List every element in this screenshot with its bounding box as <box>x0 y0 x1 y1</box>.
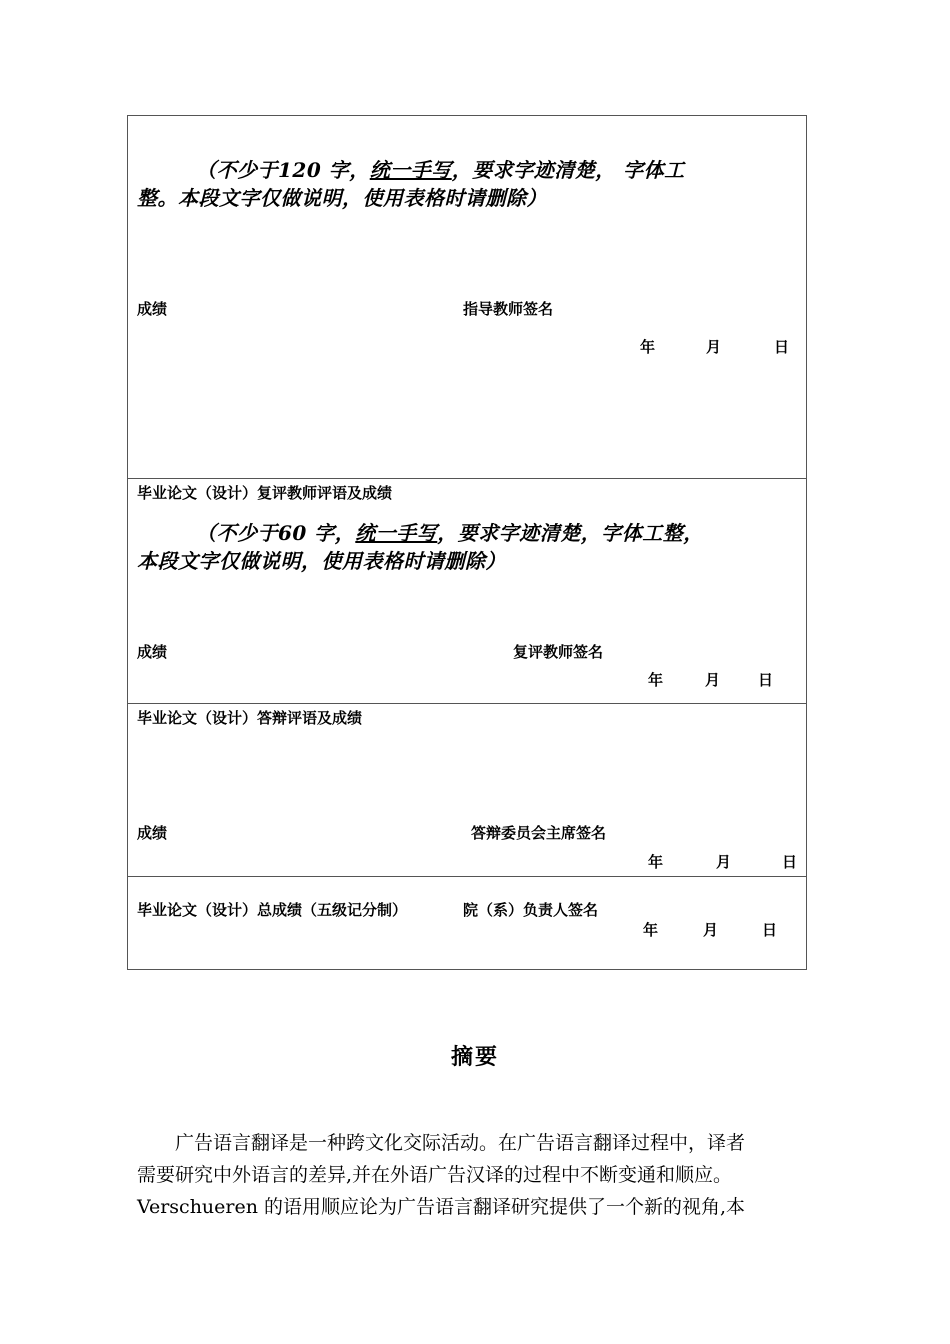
advisor-signature-label: 指导教师签名 <box>463 300 554 318</box>
total-signature-label: 院（系）负责人签名 <box>463 901 599 919</box>
reviewer-day: 日 <box>758 671 774 689</box>
advisor-note-line2: 整。本段文字仅做说明，使用表格时请删除） <box>137 186 547 210</box>
advisor-note-line1 <box>196 156 685 184</box>
advisor-note-suffix: ，要求字迹清楚， 字体工 <box>451 158 685 182</box>
reviewer-comment-section <box>128 478 806 703</box>
reviewer-grade-label: 成绩 <box>137 643 168 661</box>
reviewer-note-line1 <box>196 519 704 547</box>
total-grade-section <box>128 876 806 969</box>
abstract-body <box>137 1127 852 1223</box>
total-date <box>643 919 777 940</box>
defense-grade-label: 成绩 <box>137 824 168 842</box>
reviewer-signature-label: 复评教师签名 <box>513 643 604 661</box>
advisor-comment-section <box>128 116 806 478</box>
advisor-grade-label: 成绩 <box>137 300 168 318</box>
defense-year: 年 <box>648 853 664 871</box>
defense-comment-section <box>128 703 806 876</box>
reviewer-year: 年 <box>648 671 664 689</box>
defense-day: 日 <box>782 853 798 871</box>
defense-heading: 毕业论文（设计）答辩评语及成绩 <box>137 709 363 727</box>
abstract-line-2: 需要研究中外语言的差异,并在外语广告汉译的过程中不断变通和顺应。 <box>137 1164 733 1186</box>
reviewer-note-prefix: （不少于60 字， <box>196 521 356 545</box>
total-month: 月 <box>703 921 719 939</box>
reviewer-heading: 毕业论文（设计）复评教师评语及成绩 <box>137 484 393 502</box>
defense-month: 月 <box>716 853 732 871</box>
advisor-note-underlined: 统一手写 <box>369 158 452 182</box>
reviewer-date <box>648 669 773 690</box>
advisor-day: 日 <box>774 338 790 356</box>
evaluation-form-table <box>127 115 807 970</box>
advisor-date <box>640 336 789 357</box>
advisor-month: 月 <box>706 338 722 356</box>
reviewer-note-suffix: ，要求字迹清楚，字体工整， <box>437 521 704 545</box>
advisor-year: 年 <box>640 338 656 356</box>
total-heading: 毕业论文（设计）总成绩（五级记分制） <box>137 901 408 919</box>
total-day: 日 <box>762 921 778 939</box>
defense-signature-label: 答辩委员会主席签名 <box>471 824 607 842</box>
defense-date <box>648 851 797 872</box>
reviewer-note-underlined: 统一手写 <box>355 521 438 545</box>
advisor-note-prefix: （不少于120 字， <box>196 158 370 182</box>
abstract-line-1: 广告语言翻译是一种跨文化交际活动。在广告语言翻译过程中，译者 <box>175 1132 746 1154</box>
reviewer-month: 月 <box>705 671 721 689</box>
abstract-line-3: Verschueren 的语用顺应论为广告语言翻译研究提供了一个新的视角,本 <box>137 1196 746 1218</box>
reviewer-note-line2: 本段文字仅做说明，使用表格时请删除） <box>137 549 506 573</box>
abstract-title: 摘要 <box>450 1045 499 1070</box>
total-year: 年 <box>643 921 659 939</box>
